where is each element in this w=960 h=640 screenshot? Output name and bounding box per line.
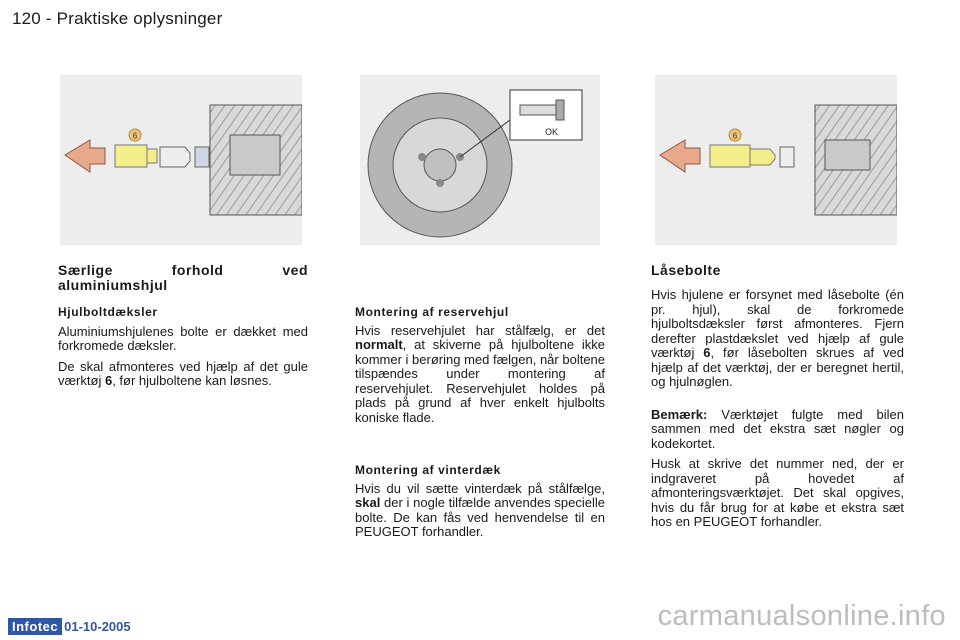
paragraph: De skal afmonteres ved hjælp af det gule værktøj 6, før hjulboltene kan løsnes. xyxy=(58,358,308,388)
label-6: 6 xyxy=(732,131,738,141)
section-heading: Særlige forhold ved aluminiumshjul xyxy=(58,262,308,293)
note-label: Bemærk: xyxy=(651,406,708,422)
middle-column xyxy=(355,305,605,546)
subheading: Montering af reservehjul xyxy=(355,305,509,319)
subheading: Montering af vinterdæk xyxy=(355,463,501,477)
section-heading: Låsebolte xyxy=(651,262,721,278)
spare-wheel-illustration xyxy=(360,75,600,245)
right-column xyxy=(651,263,904,536)
footer xyxy=(8,617,131,635)
paragraph: Hvis du vil sætte vinterdæk på stålfælge, skal der i nogle tilfælde anvendes specielle bolte. De kan fås ved henvendelse til en PEUGEOT forhandler. xyxy=(355,480,605,539)
removal-arrow xyxy=(65,140,105,172)
paragraph: Husk at skrive det nummer ned, der er indgraveret på hovedet af afmonteringsværktøjet. Det skal opgives, hvis du får brug for at købe et ekstra sæt hos en PEUGEOT forhandler. xyxy=(651,456,904,529)
paragraph: Hvis hjulene er forsynet med låsebolte (én pr. hjul), skal de forkromede hjulboltsdæksler først afmonteres. Fjern derefter plastdækslet ved hjælp af gule værktøj 6, før låsebolten skrues af ved hjælp af det værktøj, der er beregnet hertil, og hjulnøglen. xyxy=(651,287,904,389)
watermark: carmanualsonline.info xyxy=(657,600,946,632)
page-header: 120 - Praktiske oplysninger xyxy=(12,9,223,28)
paragraph: Aluminiumshjulenes bolte er dækket med forkromede dæksler. xyxy=(58,323,308,353)
left-column xyxy=(58,263,308,395)
print-date: 01-10-2005 xyxy=(64,618,131,634)
removal-arrow xyxy=(660,140,700,172)
locking-bolt-illustration xyxy=(655,75,897,245)
cap-removal-illustration xyxy=(60,75,302,245)
tool-6 xyxy=(710,145,750,167)
subheading: Hjulboltdæksler xyxy=(58,305,158,319)
paragraph: Hvis reservehjulet har stålfælg, er det normalt, at skiverne på hjulboltene ikke kommer i berøring med fælgen, når boltene tilspændes under montering af reservehjulet. Reservehjulet holdes på plads på grund af hver enkelt hjulbolts koniske flade. xyxy=(355,322,606,425)
label-ok: OK xyxy=(545,127,559,137)
chrome-cap xyxy=(160,147,190,167)
note-paragraph: Bemærk: Værktøjet fulgte med bilen sammen med det ekstra sæt nøgler og kodekortet. xyxy=(651,406,904,451)
plastic-cover xyxy=(780,147,794,167)
tool-6 xyxy=(115,145,147,167)
brand-logo: Infotec xyxy=(8,618,62,635)
label-6: 6 xyxy=(132,131,138,141)
